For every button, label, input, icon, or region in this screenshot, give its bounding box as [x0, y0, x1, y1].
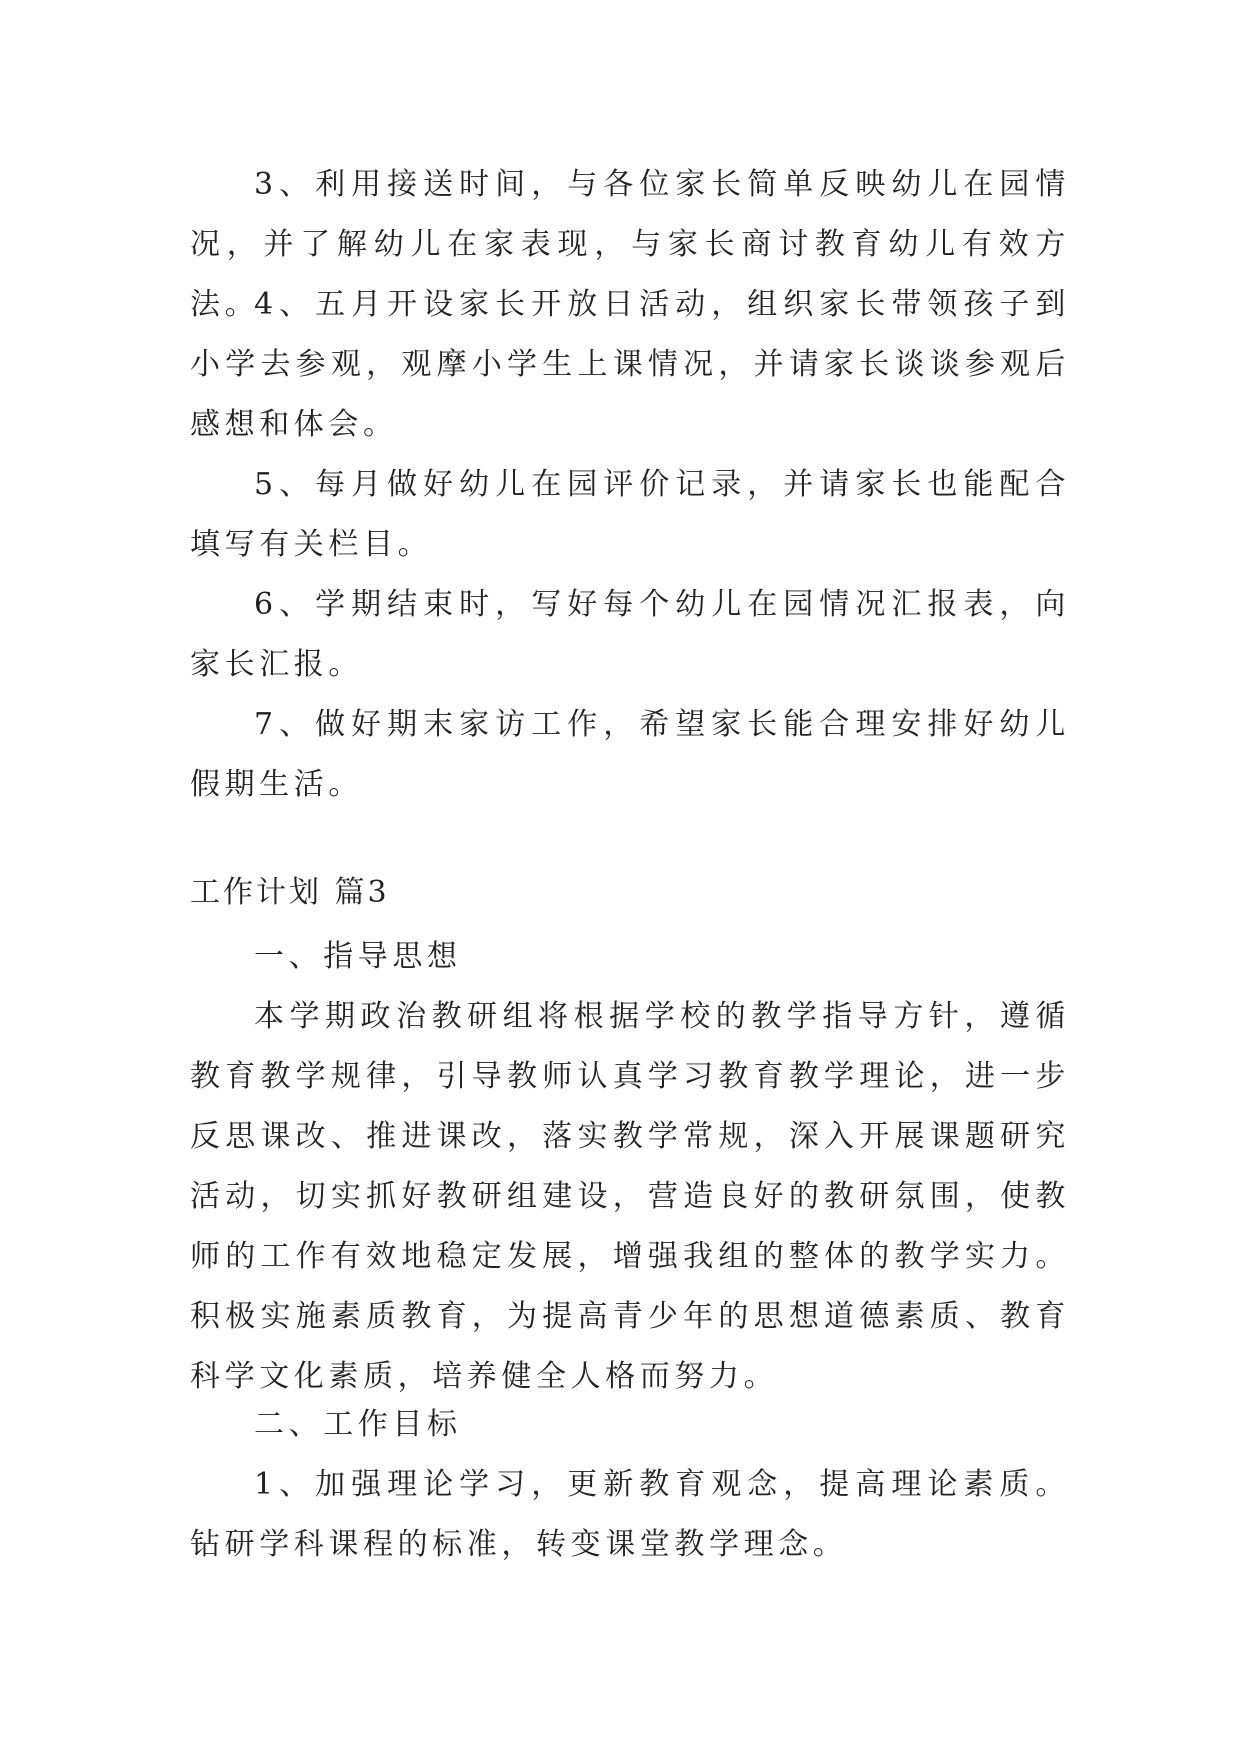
list-item-5: 5、每月做好幼儿在园评价记录，并请家长也能配合填写有关栏目。: [190, 467, 1070, 562]
list-item-7: 7、做好期末家访工作，希望家长能合理安排好幼儿假期生活。: [190, 707, 1070, 802]
guiding-heading: 一、指导思想: [254, 939, 462, 974]
goal-item-1: 1、加强理论学习，更新教育观念，提高理论素质。钻研学科课程的标准，转变课堂教学理念。: [190, 1467, 1070, 1562]
list-item-3: 3、利用接送时间，与各位家长简单反映幼儿在园情况，并了解幼儿在家表现，与家长商讨教育幼儿有效方法。: [190, 167, 1070, 322]
list-item-6: 6、学期结束时，写好每个幼儿在园情况汇报表，向家长汇报。: [190, 587, 1070, 682]
goals-heading: 二、工作目标: [254, 1407, 462, 1442]
list-item-4: 4、五月开设家长开放日活动，组织家长带领孩子到小学去参观，观摩小学生上课情况，并请家长谈谈参观后感想和体会。: [190, 287, 1070, 442]
section-title: 工作计划 篇3: [190, 875, 390, 910]
guiding-paragraph: 本学期政治教研组将根据学校的教学指导方针，遵循教育教学规律，引导教师认真学习教育教学理论，进一步反思课改、推进课改，落实教学常规，深入开展课题研究活动，切实抓好教研组建设，营造良好的教研氛围，使教师的工作有效地稳定发展，增强我组的整体的教学实力。积极实施素质教育，为提高青少年的思想道德素质、教育科学文化素质，培养健全人格而努力。: [190, 999, 1070, 1394]
